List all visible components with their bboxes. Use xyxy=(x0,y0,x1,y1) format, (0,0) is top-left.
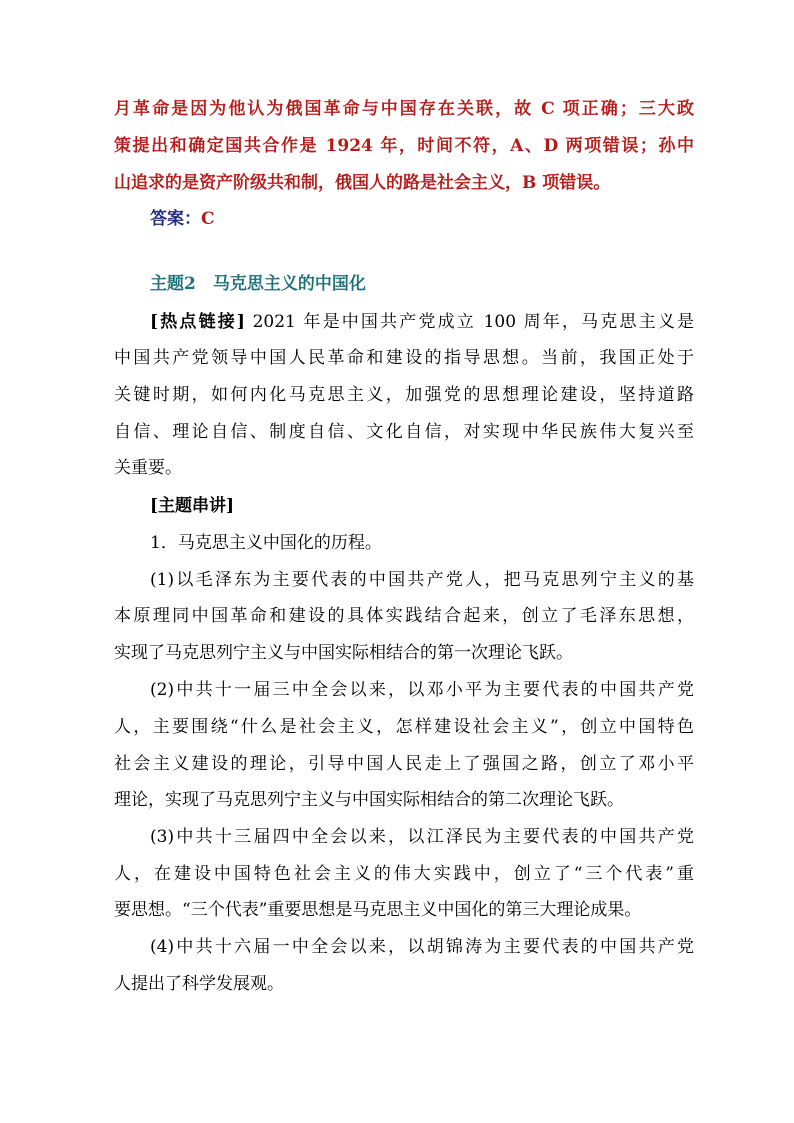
item4-line-1: (4)中共十六届一中全会以来，以胡锦涛为主要代表的中国共产党 xyxy=(150,937,694,957)
item2-line-4: 理论，实现了马克思列宁主义与中国实际相结合的第二次理论飞跃。 xyxy=(114,790,624,810)
item2-line-1: (2)中共十一届三中全会以来，以邓小平为主要代表的中国共产党 xyxy=(150,680,694,700)
explanation-line-1: 月革命是因为他认为俄国革命与中国存在关联，故 C 项正确；三大政 xyxy=(114,99,694,119)
item4-line-2: 人提出了科学发展观。 xyxy=(114,974,284,994)
theme-review-tag: [主题串讲] xyxy=(150,496,235,516)
item3-line-1: (3)中共十三届四中全会以来，以江泽民为主要代表的中国共产党 xyxy=(150,827,694,847)
item1-line-2: 本原理同中国革命和建设的具体实践结合起来，创立了毛泽东思想， xyxy=(114,606,694,626)
explanation-line-2: 策提出和确定国共合作是 1924 年，时间不符，A、D 两项错误；孙中 xyxy=(114,136,694,156)
item3-line-2: 人，在建设中国特色社会主义的伟大实践中，创立了“三个代表”重 xyxy=(114,864,694,884)
item2-line-3: 社会主义建设的理论，引导中国人民走上了强国之路，创立了邓小平 xyxy=(114,754,694,774)
answer-value: C xyxy=(201,209,215,229)
hotspot-tag: [热点链接] xyxy=(150,312,245,332)
hotspot-text-1: 2021 年是中国共产党成立 100 周年，马克思主义是 xyxy=(252,312,694,332)
explanation-line-3: 山追求的是资产阶级共和制，俄国人的路是社会主义，B 项错误。 xyxy=(114,173,611,193)
item3-line-3: 要思想。“三个代表”重要思想是马克思主义中国化的第三大理论成果。 xyxy=(114,900,642,920)
item1-line-3: 实现了马克思列宁主义与中国实际相结合的第一次理论飞跃。 xyxy=(114,643,573,663)
hotspot-line-1 xyxy=(150,310,694,334)
topic-heading: 主题2 马克思主义的中国化 xyxy=(150,274,366,294)
hotspot-line-4: 自信、理论自信、制度自信、文化自信，对实现中华民族伟大复兴至 xyxy=(114,422,694,442)
answer-row xyxy=(150,207,694,231)
item2-line-2: 人，主要围绕“什么是社会主义，怎样建设社会主义”，创立中国特色 xyxy=(114,717,694,737)
hotspot-line-5: 关重要。 xyxy=(114,458,182,478)
section-title: 1．马克思主义中国化的历程。 xyxy=(150,533,382,553)
answer-label: 答案： xyxy=(150,209,201,229)
hotspot-line-2: 中国共产党领导中国人民革命和建设的指导思想。当前，我国正处于 xyxy=(114,348,694,368)
hotspot-line-3: 关键时期，如何内化马克思主义，加强党的思想理论建设，坚持道路 xyxy=(114,385,694,405)
item1-line-1: (1)以毛泽东为主要代表的中国共产党人，把马克思列宁主义的基 xyxy=(150,570,694,590)
